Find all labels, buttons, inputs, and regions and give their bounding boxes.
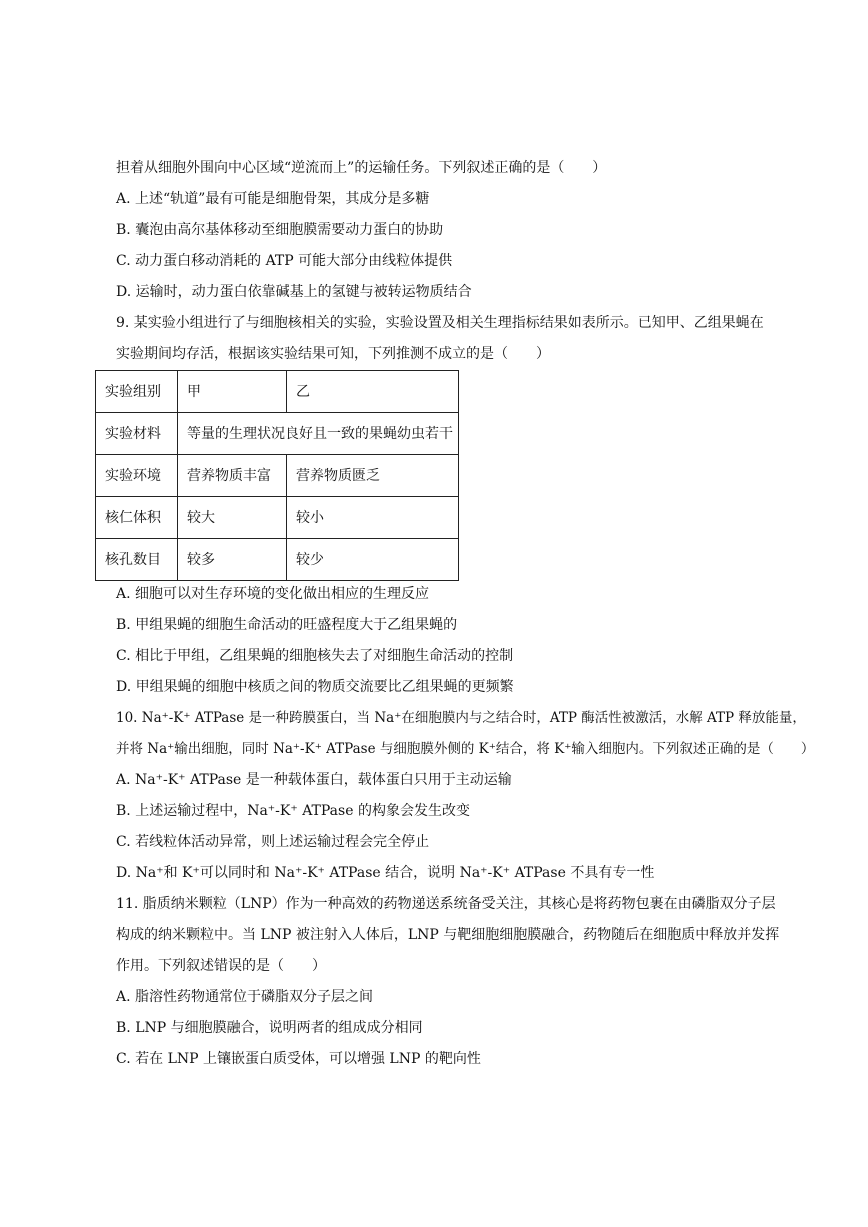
table-cell: 核孔数目 (96, 539, 178, 581)
q8-option-b: B. 囊泡由高尔基体移动至细胞膜需要动力蛋白的协助 (116, 222, 444, 238)
q9-stem-line1: 9. 某实验小组进行了与细胞核相关的实验，实验设置及相关生理指标结果如表所示。已知甲、乙组果蝇在 (116, 315, 764, 331)
table-cell: 较大 (178, 497, 287, 539)
q10-option-c: C. 若线粒体活动异常，则上述运输过程会完全停止 (116, 834, 430, 850)
table-cell: 核仁体积 (96, 497, 178, 539)
q10-stem-line2: 并将 Na⁺输出细胞，同时 Na⁺-K⁺ ATPase 与细胞膜外侧的 K⁺结合，将 K⁺输入细胞内。下列叙述正确的是（ ） (116, 741, 815, 757)
q11-option-b: B. LNP 与细胞膜融合，说明两者的组成成分相同 (116, 1020, 423, 1036)
table-row (96, 539, 459, 581)
q9-option-a: A. 细胞可以对生存环境的变化做出相应的生理反应 (116, 586, 430, 602)
table-row (96, 371, 459, 413)
q9-option-d: D. 甲组果蝇的细胞中核质之间的物质交流要比乙组果蝇的更频繁 (116, 679, 514, 695)
table-cell: 乙 (287, 371, 459, 413)
q10-option-b: B. 上述运输过程中，Na⁺-K⁺ ATPase 的构象会发生改变 (116, 803, 470, 819)
table-cell: 较少 (287, 539, 459, 581)
table-row (96, 413, 459, 455)
q11-stem-line2: 构成的纳米颗粒中。当 LNP 被注射入人体后，LNP 与靶细胞细胞膜融合，药物随后在细胞质中释放并发挥 (116, 927, 780, 943)
q8-option-a: A. 上述“轨道”最有可能是细胞骨架，其成分是多糖 (116, 191, 430, 207)
table-cell: 较小 (287, 497, 459, 539)
q8-stem-tail: 担着从细胞外围向中心区域“逆流而上”的运输任务。下列叙述正确的是（ ） (116, 160, 607, 176)
table-cell: 实验环境 (96, 455, 178, 497)
q10-option-a: A. Na⁺-K⁺ ATPase 是一种载体蛋白，载体蛋白只用于主动运输 (116, 772, 512, 788)
table-cell: 实验组别 (96, 371, 178, 413)
q9-option-b: B. 甲组果蝇的细胞生命活动的旺盛程度大于乙组果蝇的 (116, 617, 458, 633)
q11-option-a: A. 脂溶性药物通常位于磷脂双分子层之间 (116, 989, 374, 1005)
q8-option-c: C. 动力蛋白移动消耗的 ATP 可能大部分由线粒体提供 (116, 253, 453, 269)
q11-stem-line3: 作用。下列叙述错误的是（ ） (116, 958, 326, 974)
q9-option-c: C. 相比于甲组，乙组果蝇的细胞核失去了对细胞生命活动的控制 (116, 648, 514, 664)
q11-stem-line1: 11. 脂质纳米颗粒（LNP）作为一种高效的药物递送系统备受关注，其核心是将药物包裹在由磷脂双分子层 (116, 896, 776, 912)
q11-option-c: C. 若在 LNP 上镶嵌蛋白质受体，可以增强 LNP 的靶向性 (116, 1051, 481, 1067)
table-cell: 实验材料 (96, 413, 178, 455)
table-cell: 营养物质匮乏 (287, 455, 459, 497)
table-cell: 甲 (178, 371, 287, 413)
table-cell: 营养物质丰富 (178, 455, 287, 497)
table-row (96, 497, 459, 539)
table-cell: 较多 (178, 539, 287, 581)
table-row (96, 455, 459, 497)
q9-experiment-table (95, 370, 459, 581)
q8-option-d: D. 运输时，动力蛋白依靠碱基上的氢键与被转运物质结合 (116, 284, 472, 300)
q9-stem-line2: 实验期间均存活，根据该实验结果可知，下列推测不成立的是（ ） (116, 346, 550, 362)
table-cell: 等量的生理状况良好且一致的果蝇幼虫若干 (178, 413, 459, 455)
q10-stem-line1: 10. Na⁺-K⁺ ATPase 是一种跨膜蛋白，当 Na⁺在细胞膜内与之结合时，ATP 酶活性被激活，水解 ATP 释放能量， (116, 710, 806, 726)
q10-option-d: D. Na⁺和 K⁺可以同时和 Na⁺-K⁺ ATPase 结合，说明 Na⁺-K⁺ ATPase 不具有专一性 (116, 865, 655, 881)
